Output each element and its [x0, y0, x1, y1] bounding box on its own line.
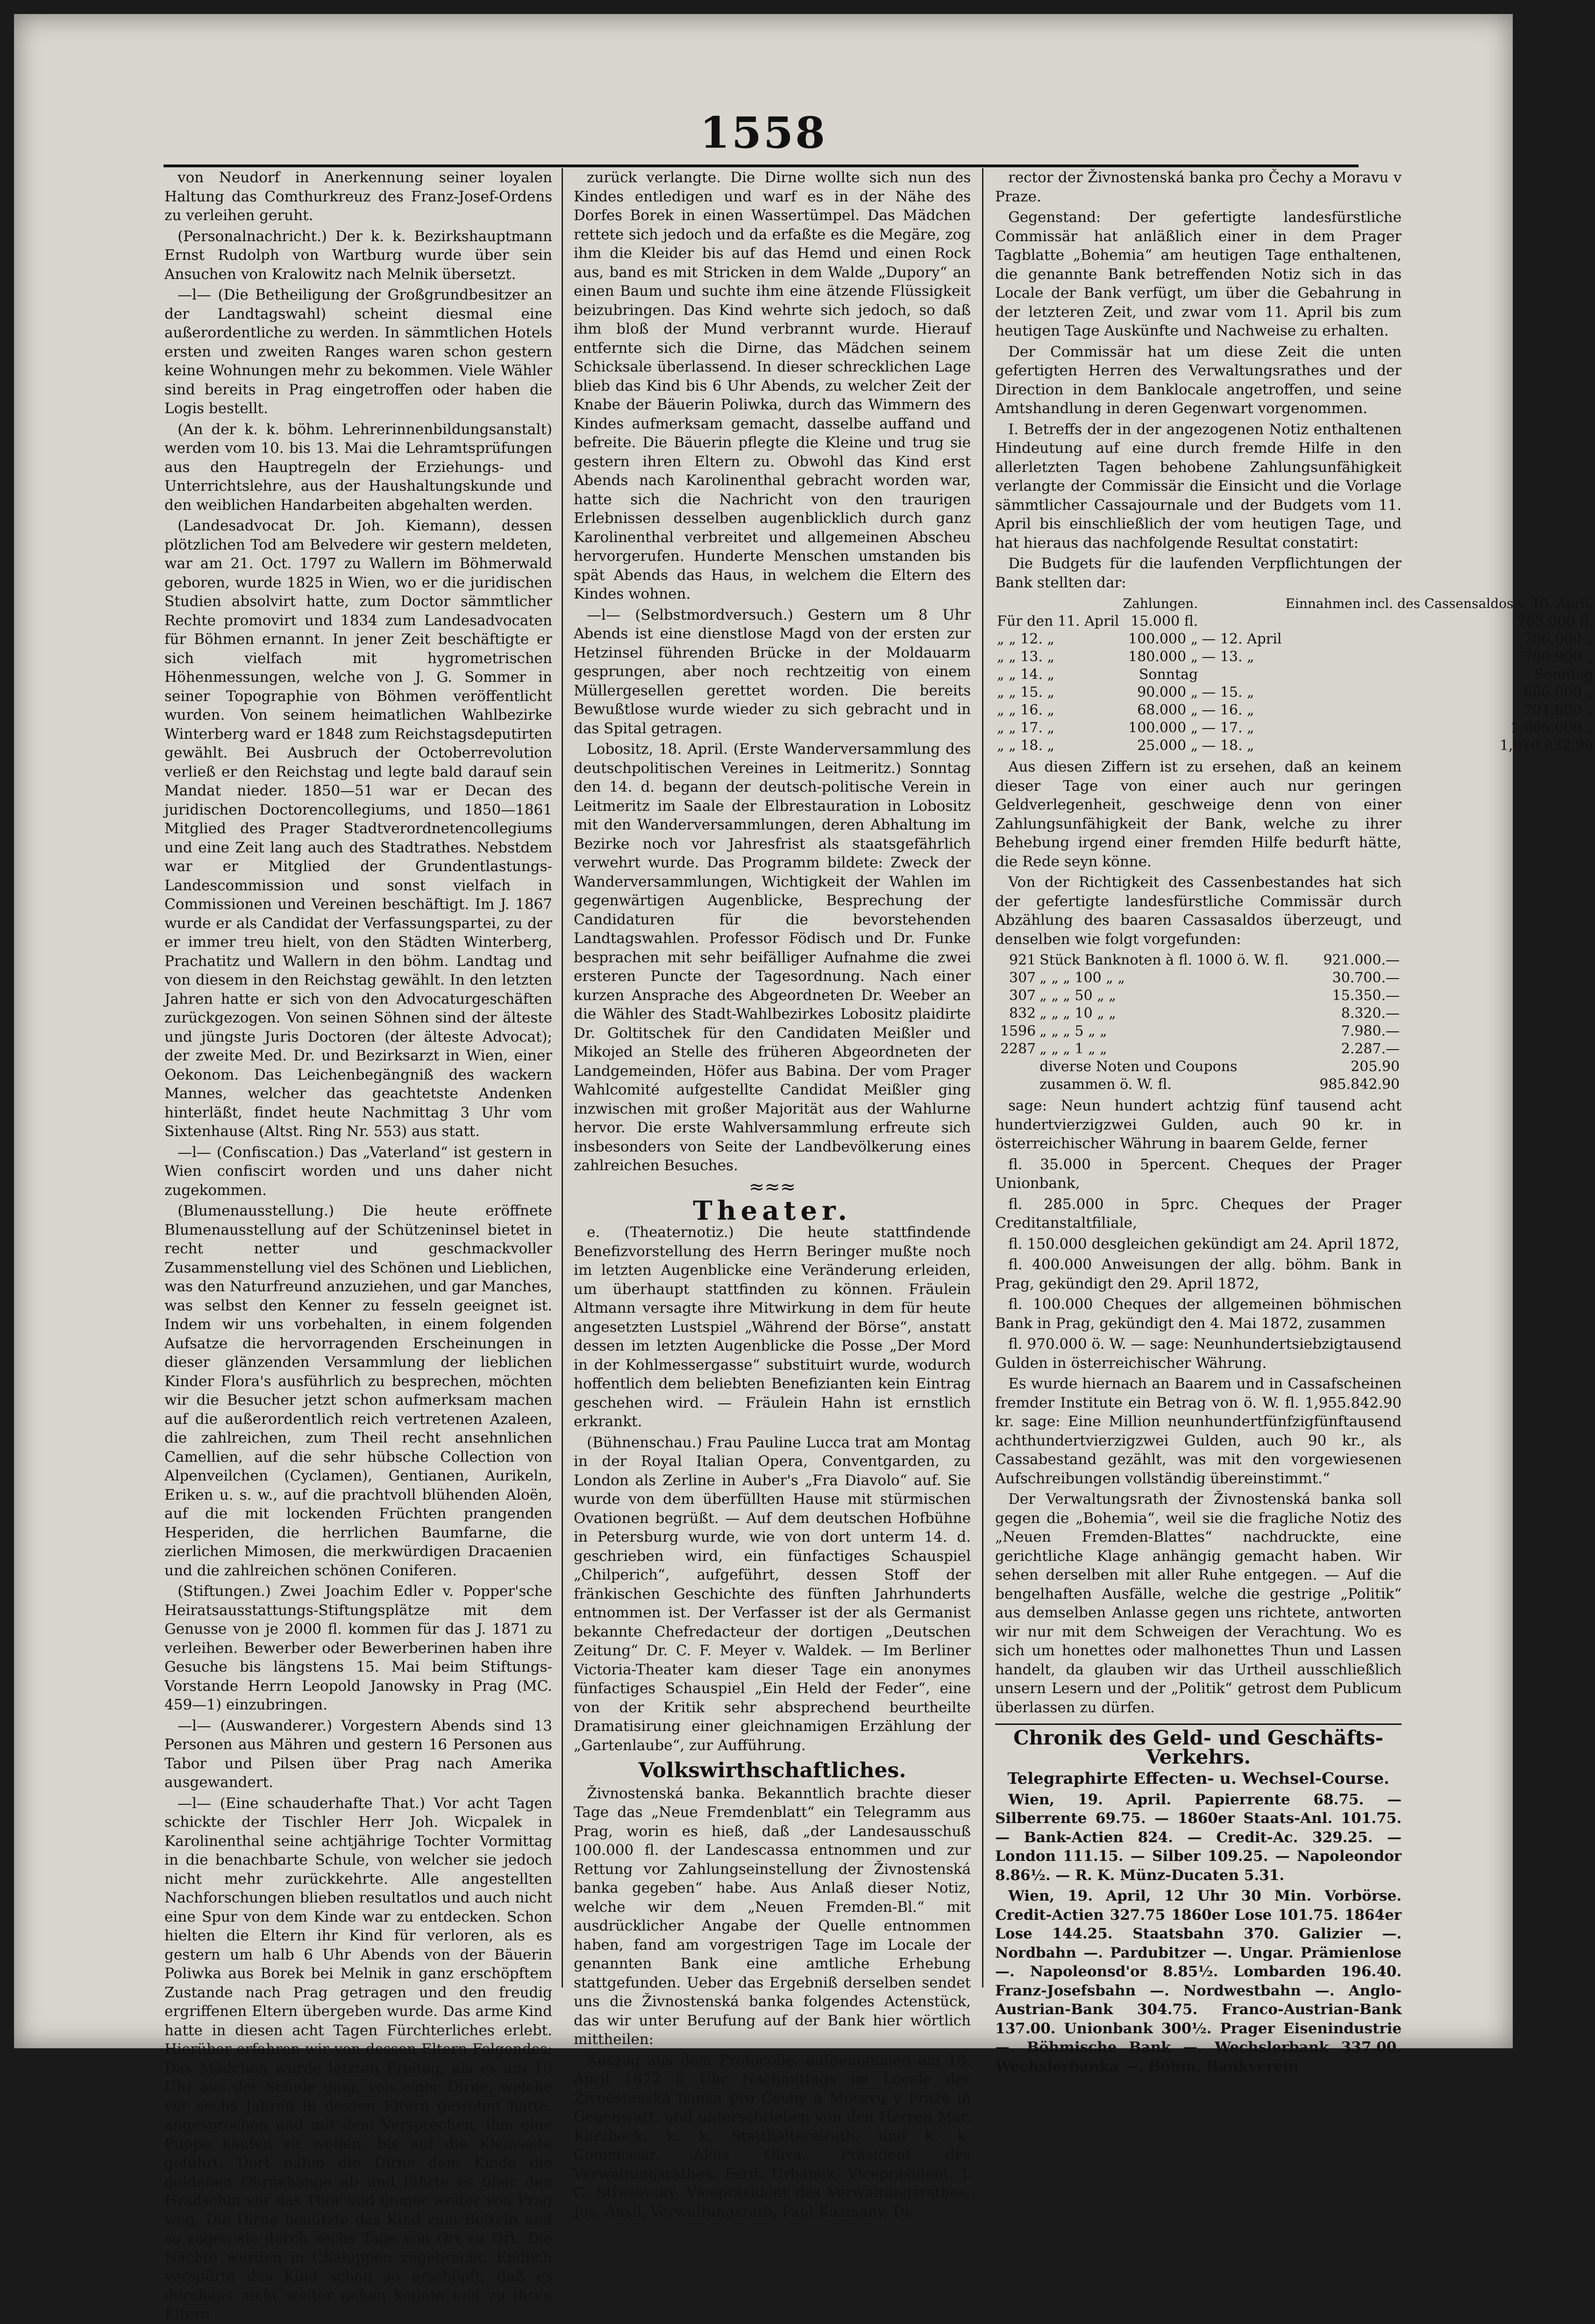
article-paragraph: Gegenstand: Der gefertigte landesfürstliche Commissär hat anläßlich einer in dem Prager Tagblatte „Bohemia“ am heutigen Tage enthaltenen, die genannte Bank betreffenden Notiz sich in das Locale der Bank verfügt, um über die Gebahrung in der letzteren Zeit, und zwar vom 11. April bis zum heutigen Tage Auskünfte und Nachweise zu erhalten.: [995, 209, 1402, 339]
article-paragraph: (Landesadvocat Dr. Joh. Kiemann), dessen plötzlichen Tod am Belvedere wir gestern meldeten, war am 21. Oct. 1797 zu Wallern im Böhmerwald geboren, wurde 1825 in Wien, wo er die juridischen Studien absolvirt hatte, zum Doctor sämmtlicher Rechte promovirt und 1834 zum Landesadvocaten für Böhmen ernannt. In jener Zeit beschäftigte er sich vielfach mit hygrometrischen Höhenmessungen, welche von J. G. Sommer in seiner Topographie von Böhmen veröffentlicht wurden. Von seinem heimatlichen Wahlbezirke Winterberg ward er 1848 zum Reichstagsdeputirten gewählt. Bei Ausbruch der Octoberrevolution verließ er den Reichstag und legte bald darauf sein Mandat nieder. 1850—51 war er Decan des juridischen Doctorencollegiums, und 1850—1861 Mitglied des Prager Stadtverordnetencollegiums und eine Zeit lang auch des Stadtrathes. Nebstdem war er Mitglied der Grundentlastungs-Landescommission und sonst vielfach in Commissionen und Vereinen beschäftigt. Im J. 1867 wurde er als Candidat der Verfassungspartei, zu der er immer treu hielt, von den Städten Winterberg, Prachatitz und Wallern in den böhm. Landtag und von diesem in den Reichstag gewählt. In den letzten Jahren hatte er sich von den Advocaturgeschäften zurückgezogen. Von seinen Söhnen sind der älteste und jüngste Juris Doctoren (der älteste Advocat); der zweite Med. Dr. und Bezirksarzt in Wien, einer Oekonom. Das Leichenbegängniß des wackern Mannes, welcher das geachtetste Andenken hinterläßt, findet heute Nachmittag 3 Uhr vom Sixtenhause (Altst. Ring Nr. 553) aus statt.: [164, 517, 552, 1140]
chronik-subheading: Telegraphirte Effecten- u. Wechsel-Course.: [1007, 1769, 1389, 1788]
article-paragraph: —l— (Die Betheiligung der Großgrundbesitzer an der Landtagswahl) scheint diesmal eine außerordentliche zu werden. In sämmtlichen Hotels ersten und zweiten Ranges waren schon gestern keine Wohnungen mehr zu bekommen. Viele Wähler sind bereits in Prag eingetroffen oder haben die Logis bestellt.: [164, 286, 552, 417]
budget-row: [995, 613, 1595, 630]
budget-row: [995, 630, 1595, 648]
budget-row: [995, 719, 1595, 737]
budget-date2: — 13. „: [1202, 649, 1254, 665]
article-paragraph: Von der Richtigkeit des Cassenbestandes hat sich der gefertigte landesfürstliche Commissär durch Abzählung des baaren Cassasaldos überzeugt, und denselben wie folgt vorgefunden:: [995, 874, 1402, 948]
budget-date: „ „ 15. „: [997, 684, 1054, 701]
cash-row: [995, 951, 1402, 969]
column-3: [995, 168, 1594, 2075]
newspaper-page: [14, 14, 1594, 2323]
article-paragraph: Lobositz, 18. April. (Erste Wanderversammlung des deutschpolitischen Vereines in Leitmeritz.) Sonntag den 14. d. begann der deutsch-politische Verein in Leitmeritz im Saale der Elbrestauration in Lobositz mit den Wanderversammlungen, deren Abhaltung im Bezirke noch vor Jahresfrist als staatsgefährlich verwehrt wurde. Das Programm bildete: Zweck der Wanderversammlungen, Wichtigkeit der Wahlen im gegenwärtigen Augenblicke, Besprechung der Candidaturen für die bevorstehenden Landtagswahlen. Professor Födisch und Dr. Funke besprachen mit sehr beifälliger Aufnahme die zwei ersteren Puncte der Tagesordnung. Nach einer kurzen Ansprache des Abgeordneten Dr. Weeber an die Wähler des Stadt-Wahlbezirkes Lobositz plaidirte Dr. Goltitschek für den Candidaten Meißler und Mikojed an Stelle des früheren Abgeordneten der Landgemeinden, Höfer aus Babina. Der vom Prager Wahlcomité aufgestellte Candidat Meißler ging inzwischen mit großer Majorität aus der Wahlurne hervor. Die erste Wahlversammlung erfreute sich insbesonders von Seite der Landbevölkerung eines zahlreichen Besuches.: [574, 741, 971, 1174]
budget-payment: Sonntag: [1139, 666, 1198, 683]
market-report: Wien, 19. April, 12 Uhr 30 Min. Vorbörse. Credit-Actien 327.75 1860er Lose 101.75. 1864er Lose 144.25. Staatsbahn 370. Galizier —. Nordbahn —. Pardubitzer —. Ungar. Prämienlose —. Napoleonsd'or 8.85½. Lombarden 196.40. Franz-Josefsbahn —. Nordwestbahn —. Anglo-Austrian-Bank 304.75. Franco-Austrian-Bank 137.00. Unionbank 300½. Prager Eisenindustrie —. Böhmische Bank —. Wechslerbank 337.00. Wechslerbanka —. Böhm. Bankverein: [995, 1888, 1402, 2075]
cash-count: 307: [1009, 987, 1036, 1004]
budget-payment: 180.000 „: [1128, 649, 1198, 665]
cash-desc: „ „ „ 50 „ „: [1040, 987, 1116, 1004]
budget-date: „ „ 18. „: [997, 737, 1054, 754]
article-paragraph: (Stiftungen.) Zwei Joachim Edler v. Popper'sche Heiratsausstattungs-Stiftungsplätze mit dem Genusse von je 2000 fl. kommen für das J. 1871 zu verleihen. Bewerber oder Bewerberinen haben ihre Gesuche bis längstens 15. Mai beim Stiftungs-Vorstande Herrn Leopold Janowsky in Prag (MC. 459—1) einzubringen.: [164, 1583, 552, 1713]
cash-desc: „ „ „ 1 „ „: [1040, 1041, 1107, 1057]
cash-count: 832: [1009, 1005, 1036, 1022]
article-paragraph: Živnostenská banka. Bekanntlich brachte dieser Tage das „Neue Fremdenblatt“ ein Telegramm aus Prag, worin es hieß, daß „der Landesausschuß 100.000 fl. der Landescassa entnommen und zur Rettung vor Zahlungseinstellung der Živnostenská banka gegeben“ habe. Aus Anlaß dieser Notiz, welche wir dem „Neuen Fremden-Bl.“ mit ausdrücklicher Angabe der Quelle entnommen haben, fand am vorgestrigen Tage im Locale der genannten Bank eine amtliche Erhebung stattgefunden. Ueber das Ergebniß derselben sendet uns die Živnostenská banka folgendes Actenstück, das wir unter Berufung auf der Bank hier wörtlich mittheilen:: [574, 1785, 971, 2048]
column-2: [574, 168, 971, 2220]
article-paragraph: fl. 35.000 in 5percent. Cheques der Prager Unionbank,: [995, 1156, 1402, 1192]
article-paragraph: (An der k. k. böhm. Lehrerinnenbildungsanstalt) werden vom 10. bis 13. Mai die Lehramtsprüfungen aus den Hauptregeln der Erziehungs- und Unterrichtslehre, aus der Haushaltungskunde und den weiblichen Handarbeiten abgehalten werden.: [164, 421, 552, 514]
article-paragraph: fl. 100.000 Cheques der allgemeinen böhmischen Bank in Prag, gekündigt den 4. Mai 1872, zusammen: [995, 1296, 1402, 1332]
budget-header-income: Einnahmen incl. des Cassensaldos v. 10. April.: [1285, 596, 1594, 611]
section-heading-economy: Volkswirthschaftliches.: [638, 1759, 906, 1782]
budget-payment: 100.000 „: [1128, 631, 1198, 647]
budget-date: Für den 11. April: [997, 613, 1119, 629]
cash-desc: diverse Noten und Coupons: [1040, 1058, 1238, 1075]
budget-row: [995, 666, 1595, 684]
cash-desc: Stück Banknoten à fl. 1000 ö. W. fl.: [1040, 952, 1289, 968]
column-1: [164, 168, 552, 2323]
article-paragraph: fl. 400.000 Anweisungen der allg. böhm. Bank in Prag, gekündigt den 29. April 1872,: [995, 1256, 1402, 1292]
budget-row: [995, 701, 1595, 719]
article-paragraph: von Neudorf in Anerkennung seiner loyalen Haltung das Comthurkreuz des Franz-Josef-Ordens zu verleihen geruht.: [164, 169, 552, 224]
budget-row: [995, 684, 1595, 701]
cash-count: [995, 1076, 1038, 1094]
header-rule: [164, 164, 1359, 167]
budget-date: „ „ 13. „: [997, 649, 1054, 665]
article-paragraph: fl. 285.000 in 5prc. Cheques der Prager Creditanstaltfiliale,: [995, 1195, 1402, 1231]
budget-income: 701.600 „: [1524, 702, 1594, 718]
cash-row: [995, 1005, 1402, 1023]
article-paragraph: —l— (Eine schauderhafte That.) Vor acht Tagen schickte der Tischler Herr Joh. Wicpalek in Karolinenthal seine achtjährige Tochter Vormittag in die benachbarte Schule, von welcher sie jedoch nicht mehr zurückkehrte. Alle angestellten Nachforschungen blieben resultatlos und auch nicht eine Spur von dem Kinde war zu entdecken. Schon hielten die Eltern ihr Kind für verloren, als es gestern um halb 6 Uhr Abends von der Bäuerin Poliwka aus Borek bei Melnik in ganz erschöpftem Zustande nach Prag getragen und den freudig ergriffenen Eltern übergeben wurde. Das arme Kind hatte in diesen acht Tagen Fürchterliches erlebt. Hierüber erfahren wir von dessen Eltern Folgendes: Das Mädchen wurde letzten Freitag, als es um 10 Uhr aus der Schule ging, von einer Dirne, welche vor sechs Jahren in dessen Eltern gewohnt hatte, angesprochen und mit dem Versprechen, ihm eine Puppe kaufen zu wollen, bis auf die Kleinseite geführt. Dort nahm die Dirne dem Kinde die goldenen Ohrgehänge ab und führte es über den Hradschin vor das Thor und immer weiter von Prag weg. Die Dirne benützte das Kind zum Betteln und so zogen sie durch sechs Tage von Ort zu Ort. Die Nächte wurden in Chaluppen zugebracht. Endlich verspürte das Kind schon so erschöpft, daß es durchaus nicht weiter gehen konnte und zu ihren Eltern: [164, 1795, 552, 2323]
budget-income: 666.000 „: [1524, 684, 1594, 701]
article-paragraph: (Personalnachricht.) Der k. k. Bezirkshauptmann Ernst Rudolph von Wartburg wurde über sein Ansuchen von Kralowitz nach Melnik übersetzt.: [164, 228, 552, 283]
article-paragraph: —l— (Selbstmordversuch.) Gestern um 8 Uhr Abends ist eine dienstlose Magd von der ersten zur Hetzinsel führenden Brücke in der Moldauarm gesprungen, aber noch rechtzeitig von einem Müllergesellen gerettet worden. Die bereits Bewußtlose wurde wieder zu sich gebracht und in das Spital getragen.: [574, 606, 971, 737]
budget-income: 763.000 fl.: [1517, 613, 1594, 629]
cash-row: [995, 1023, 1402, 1040]
section-heading-chronik: Chronik des Geld- und Geschäfts-Verkehrs.: [995, 1723, 1402, 1766]
budget-income: Sonntag: [1534, 666, 1594, 683]
budget-income: 1,005.000 „: [1510, 720, 1594, 736]
budget-income: 1,010.832.90: [1499, 737, 1594, 754]
cash-count: 921: [1009, 952, 1036, 968]
budget-payment: 68.000 „: [1137, 702, 1198, 718]
budget-date: „ „ 12. „: [997, 631, 1054, 647]
cash-desc: „ „ „ 5 „ „: [1040, 1023, 1107, 1039]
article-paragraph: Der Commissär hat um diese Zeit die unten gefertigten Herren des Verwaltungsrathes und der Direction in dem Banklocale angetroffen, und seine Amtshandlung in deren Gegenwart vorgenommen.: [995, 343, 1402, 417]
article-paragraph: Aus diesen Ziffern ist zu ersehen, daß an keinem dieser Tage von einer auch nur geringen Geldverlegenheit, geschweige denn von einer Zahlungsunfähigkeit der Bank, welche zu ihrer Behebung irgend einer fremden Hilfe bedurft hätte, die Rede seyn könne.: [995, 758, 1402, 870]
cash-value: 8.320.—: [1341, 1005, 1400, 1022]
ornament-divider: ≈≈≈: [748, 1176, 796, 1198]
article-paragraph: (Blumenausstellung.) Die heute eröffnete Blumenausstellung auf der Schützeninsel bietet in recht netter und geschmackvoller Zusammenstellung viel des Schönen und Lieblichen, was den Naturfreund anzuziehen, und gar Manches, was selbst den Kenner zu fesseln geeignet ist. Indem wir uns vorbehalten, in einem folgenden Aufsatze die hervorragenden Erscheinungen in dieser glänzenden Versammlung der lieblichen Kinder Flora's ausführlich zu besprechen, möchten wir die Besucher jetzt schon aufmerksam machen auf die außerordentlich reich vertretenen Azaleen, die zahlreichen, zum Theil recht ansehnlichen Camellien, auf die sehr hübsche Collection von Alpenveilchen (Cyclamen), Gentianen, Aurikeln, Eriken u. s. w., auf die prachtvoll blühenden Aloën, auf die mit lockenden Früchten prangenden Hesperiden, die herrlichen Baumfarne, die zierlichen Mimosen, die merkwürdigen Dracaenien und die zahlreichen schönen Coniferen.: [164, 1202, 552, 1579]
article-paragraph: I. Betreffs der in der angezogenen Notiz enthaltenen Hindeutung auf eine durch fremde Hilfe in den allerletzten Tagen behobene Zahlungsunfähigkeit verlangte der Commissär die Einsicht und die Vorlage sämmtlicher Cassajournale und der Budgets vom 11. April bis einschließlich der vom heutigen Tage, und hat hieraus das nachfolgende Resultat constatirt:: [995, 421, 1402, 551]
budget-header-blank: [995, 595, 1121, 613]
cash-value: 7.980.—: [1341, 1023, 1400, 1039]
cash-row: [995, 1040, 1402, 1058]
budget-row: [995, 737, 1595, 755]
article-paragraph: zurück verlangte. Die Dirne wollte sich nun des Kindes entledigen und warf es in der Nähe des Dorfes Borek in einen Wassertümpel. Das Mädchen rettete sich jedoch und da erfaßte es die Megäre, zog ihm die Kleider bis auf das Hemd und einen Rock aus, band es mit Stricken in dem Walde „Dupory“ an einen Baum und suchte ihm eine ätzende Flüssigkeit beizubringen. Das Kind wehrte sich jedoch, so daß ihm bloß der Mund verbrannt wurde. Hierauf entfernte sich die Dirne, das Mädchen seinem Schicksale überlassend. In dieser schrecklichen Lage blieb das Kind bis 6 Uhr Abends, zu welcher Zeit der Knabe der Bäuerin Poliwka, durch das Wimmern des Kindes aufmerksam gemacht, dasselbe auffand und befreite. Die Bäuerin pflegte die Kleine und trug sie gestern ihren Eltern zu. Obwohl das Kind erst Abends nach Karolinenthal gebracht worden war, hatte sich die Nachricht von den traurigen Erlebnissen desselben augenblicklich durch ganz Karolinenthal verbreitet und allgemeinen Abscheu hervorgerufen. Hunderte Menschen umstanden bis spät Abends das Haus, in welchem die Eltern des Kindes wohnen.: [574, 169, 971, 602]
article-paragraph: Auszug aus dem Protocolle, aufgenommen am 18. April 1872 5 Uhr Nachmittags im Locale der Živnostenská banka pro Čechy a Moravu v Praze in Gegenwart, und unterschrieben von den Herren Mar. Kurzbeck, k. k. Statthaltereirath, und k. k. Commissär, Alois Oliva, Präsident des Verwaltungsrathes, Ferd. Urbánek, Vicepräsident, J. C. Střezovský, Vicepräsident des Verwaltungsrathes, Jos. Ansil, Verwaltungsrath, Paul Kuzmany, Di-: [574, 2052, 971, 2220]
article-paragraph: —l— (Auswanderer.) Vorgestern Abends sind 13 Personen aus Mähren und gestern 16 Personen aus Tabor und Pilsen über Prag nach Amerika ausgewandert.: [164, 1717, 552, 1791]
budget-payment: 15.000 fl.: [1131, 613, 1198, 629]
article-paragraph: sage: Neun hundert achtzig fünf tausend acht hundertvierzigzwei Gulden, auch 90 kr. in österreichischer Währung in baarem Gelde, ferner: [995, 1097, 1402, 1152]
cash-value: 985.842.90: [1319, 1076, 1400, 1093]
cash-value: 205.90: [1351, 1058, 1400, 1075]
cash-count: [995, 1058, 1038, 1076]
article-paragraph: fl. 150.000 desgleichen gekündigt am 24. April 1872,: [1008, 1235, 1400, 1252]
budget-date2: — 17. „: [1202, 720, 1254, 736]
article-paragraph: fl. 970.000 ö. W. — sage: Neunhundertsiebzigtausend Gulden in österreichischer Währung.: [995, 1336, 1402, 1372]
cash-count: 307: [1009, 970, 1036, 986]
article-paragraph: —l— (Confiscation.) Das „Vaterland“ ist gestern in Wien confiscirt worden und uns daher nicht zugekommen.: [164, 1144, 552, 1199]
budget-header-payments: Zahlungen.: [1123, 596, 1198, 611]
cash-count: 1596: [1000, 1023, 1036, 1039]
budget-date2: — 18. „: [1202, 737, 1254, 754]
budget-date2: — 16. „: [1202, 702, 1254, 718]
budget-payment: 25.000 „: [1137, 737, 1198, 754]
budget-date2: — 15. „: [1202, 684, 1254, 701]
cash-desc: „ „ „ 10 „ „: [1040, 1005, 1116, 1022]
budget-table: [995, 595, 1595, 755]
budget-payment: 90.000 „: [1137, 684, 1198, 701]
cash-value: 15.350.—: [1332, 987, 1400, 1004]
cash-table: [995, 951, 1402, 1094]
article-paragraph: rector der Živnostenská banka pro Čechy a Moravu v Praze.: [995, 169, 1402, 205]
article-paragraph: (Bühnenschau.) Frau Pauline Lucca trat am Montag in der Royal Italian Opera, Conventgarden, zu London als Zerline in Auber's „Fra Diavolo“ auf. Sie wurde von dem überfüllten Hause mit stürmischen Ovationen begrüßt. — Auf dem deutschen Hofbühne in Petersburg wurde, wie von dort unterm 14. d. geschrieben wird, ein fünfactiges Schauspiel „Chilperich“, aufgeführt, dessen Stoff der fränkischen Geschichte des fünften Jahrhunderts entnommen ist. Der Verfasser ist der als Germanist bekannte Chefredacteur der dortigen „Deutschen Zeitung“ Dr. C. F. Meyer v. Waldek. — Im Berliner Victoria-Theater kam dieser Tage ein anonymes fünfactiges Schauspiel „Ein Held der Feder“, eine von der Kritik sehr absprechend beurtheilte Dramatisirung einer gleichnamigen Erzählung der „Gartenlaube“, zur Aufführung.: [574, 1434, 971, 1754]
cash-value: 2.287.—: [1341, 1041, 1400, 1057]
cash-value: 921.000.—: [1323, 952, 1400, 968]
budget-header-blank: [1200, 595, 1283, 613]
cash-desc: „ „ „ 100 „ „: [1040, 970, 1125, 986]
cash-row: [995, 1076, 1402, 1094]
cash-row: [995, 1058, 1402, 1076]
article-paragraph: Der Verwaltungsrath der Živnostenská banka soll gegen die „Bohemia“, weil sie die fragliche Notiz des „Neuen Fremden-Blattes“ nachdruckte, eine gerichtliche Klage anhängig gemacht haben. Wir sehen derselben mit aller Ruhe entgegen. — Auf die bengelhaften Ausfälle, welche die gestrige „Politik“ aus demselben Anlasse gegen uns richtete, antworten wir nur mit dem Schweigen der Verachtung. Wo es sich um honettes oder malhonettes Thun und Lassen handelt, da glauben wir das Urtheil ausschließlich unsern Lesern und der „Politik“ getrost dem Publicum überlassen zu dürfen.: [995, 1491, 1402, 1716]
page-number: 1558: [699, 107, 827, 158]
budget-date: „ „ 16. „: [997, 702, 1054, 718]
cash-row: [995, 969, 1402, 987]
budget-income: 706.000 „: [1524, 631, 1594, 647]
cash-row: [995, 987, 1402, 1005]
market-report: Wien, 19. April. Papierrente 68.75. — Silberrente 69.75. — 1860er Staats-Anl. 101.75. — Bank-Actien 824. — Credit-Ac. 329.25. — London 111.15. — Silber 109.25. — Napoleondor 8.86½. — R. K. Münz-Ducaten 5.31.: [995, 1791, 1402, 1884]
budget-date2: — 12. April: [1202, 631, 1282, 647]
budget-row: [995, 648, 1595, 666]
budget-income: 760.900 „: [1524, 649, 1594, 665]
budget-date: „ „ 14. „: [997, 666, 1054, 683]
budget-date2: [1200, 613, 1283, 630]
cash-value: 30.700.—: [1332, 970, 1400, 986]
budget-payment: 100.000 „: [1128, 720, 1198, 736]
article-paragraph: Die Budgets für die laufenden Verpflichtungen der Bank stellten dar:: [995, 555, 1402, 591]
column-divider: [562, 168, 563, 1988]
article-paragraph: Es wurde hiernach an Baarem und in Cassafscheinen fremder Institute ein Betrag von ö. W. fl. 1,955.842.90 kr. sage: Eine Million neunhundertfünfzigfünftausend achthundertvierzigzwei Gulden, auch 90 kr., als Cassabestand gezählt, was mit den vorgewiesenen Aufschreibungen vollständig übereinstimmt.“: [995, 1375, 1402, 1487]
article-paragraph: e. (Theaternotiz.) Die heute stattfindende Benefizvorstellung des Herrn Beringer mußte noch im letzten Augenblicke eine Veränderung erleiden, um überhaupt stattfinden zu können. Fräulein Altmann versagte ihre Mitwirkung in dem für heute angesetzten Lustspiel „Während der Börse“, anstatt dessen im letzten Augenblicke die Posse „Der Mord in der Kohlmessergasse“ substituirt wurde, wodurch hoffentlich dem beliebten Benefizianten kein Eintrag geschehen wird. — Fräulein Hahn ist ernstlich erkrankt.: [574, 1224, 971, 1430]
budget-date: „ „ 17. „: [997, 720, 1054, 736]
column-divider: [982, 168, 983, 1988]
cash-desc: zusammen ö. W. fl.: [1040, 1076, 1172, 1093]
cash-count: 2287: [1000, 1041, 1036, 1057]
budget-date2: [1200, 666, 1283, 684]
section-heading-theater: Theater.: [693, 1195, 852, 1226]
